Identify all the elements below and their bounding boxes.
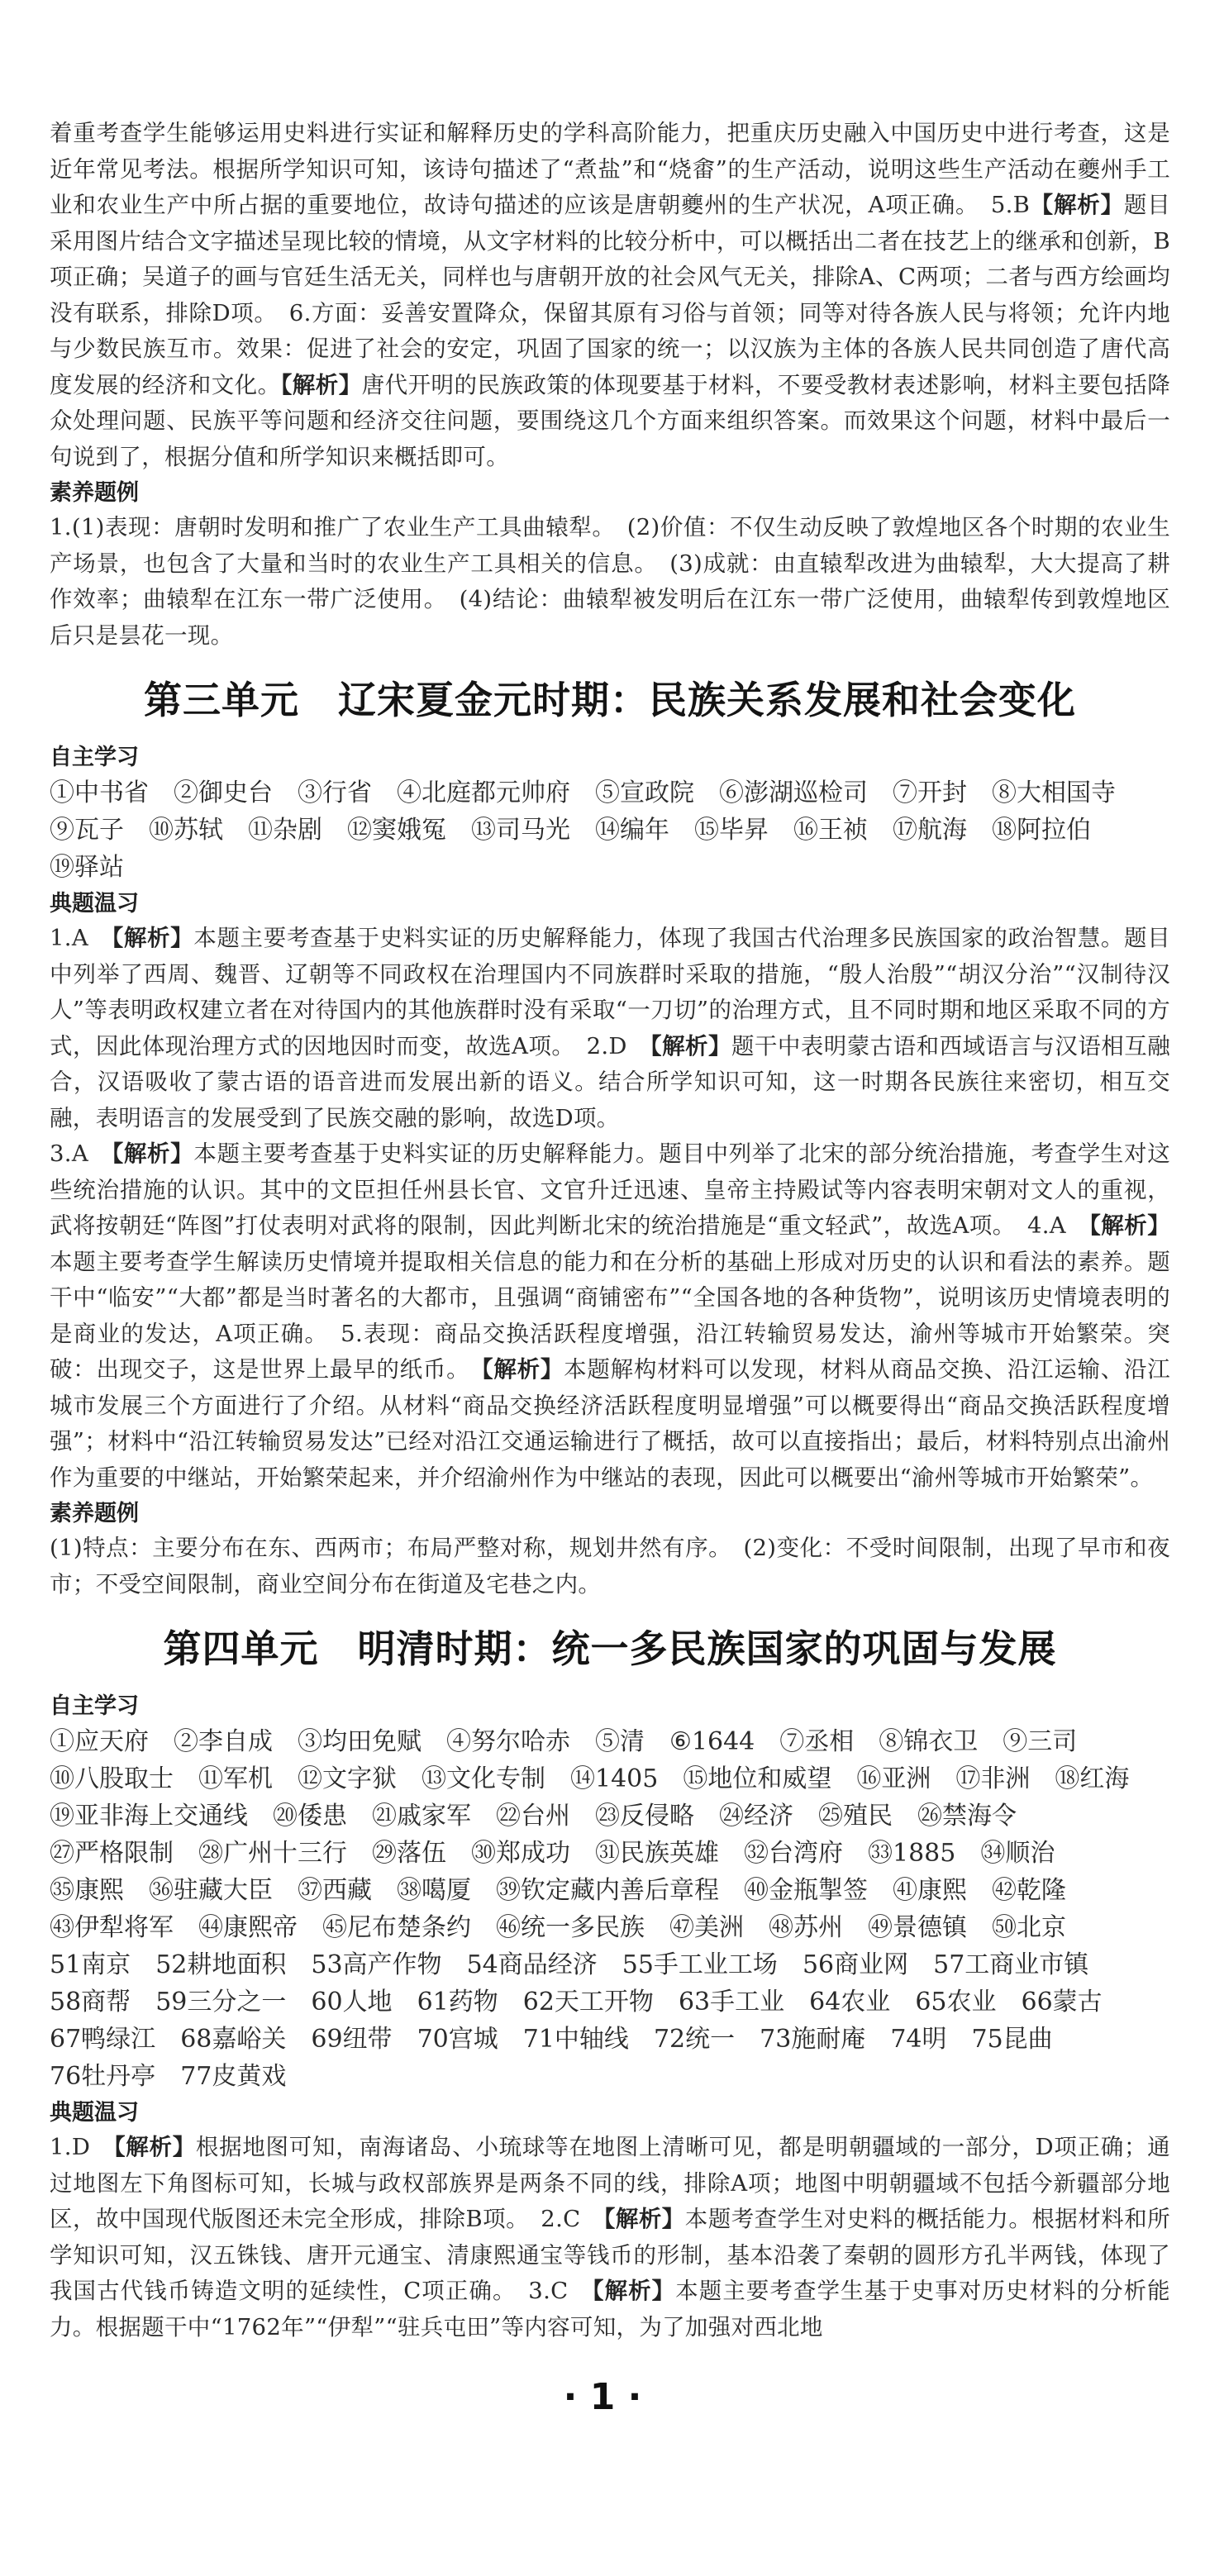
answer-item: ⑨瓦子 [50,816,124,845]
answer-item: ㉚郑成功 [471,1839,570,1868]
answer-item: ⑱红海 [1055,1764,1130,1793]
answer-item: ⑧大相国寺 [992,779,1116,807]
jiexi-label: 【解析】 [592,2278,676,2304]
unit3-suyang-answer: (1)特点：主要分布在东、西两市；布局严整对称，规划井然有序。 (2)变化：不受时间限制，出现了早市和夜市；不受空间限制，商业空间分布在街道及宅巷之内。 [50,1535,1170,1598]
answer-item: 71中轴线 [522,2025,629,2054]
answer-item: ⑥1644 [669,1727,755,1756]
unit4-dianti-p1: 1.D 【解析】根据地图可知，南海诸岛、小琉球等在地图上清晰可见，都是明朝疆域的一部分，D项正确；通过地图左下角图标可知，长城与政权部族界是两条不同的线，排除A项；地图中明朝疆域不包括今新疆部分地区，故中国现代版图还未完全形成，排除B项。 2.C 【解析】本题考查学生对史料的概括能力。根据材料和所学知识可知，汉五铢钱、唐开元通宝、清康熙通宝等钱币的形制，基本沿袭了秦朝的圆形方孔半两钱，体现了我国古代钱币铸造文明的延续性，C项正确。 3.C 【解析】本题主要考查学生基于史事对历史材料的分析能力。根据题干中“1762年”“伊犁”“驻兵屯田”等内容可知，为了加强对西北地 [50,2134,1170,2340]
answer-item: 67鸭绿江 [50,2025,156,2054]
answer-item: ㊲西藏 [298,1876,372,1905]
answer-item: 59三分之一 [155,1988,287,2017]
answer-item: 68嘉峪关 [180,2025,287,2054]
answer-item: ⑮毕昇 [694,816,769,845]
answer-item: ⑫文字狱 [298,1764,397,1793]
answer-item: ③均田免赋 [298,1727,422,1756]
answer-item: ⑰非洲 [955,1764,1031,1793]
answer-item: ⑦丞相 [779,1727,855,1756]
section-heading-dianti: 典题温习 [50,2100,139,2126]
answer-item: ②御史台 [174,779,273,807]
answer-item: ⑬司马光 [471,816,570,845]
answer-item: ⑦开封 [893,779,967,807]
jiexi-label: 【解析】 [1089,1212,1171,1239]
jiexi-label: 【解析】 [280,371,362,398]
jiexi-label: 【解析】 [603,2206,685,2232]
answer-item: ⑯王祯 [793,816,868,845]
answer-item: ⑤清 [595,1727,645,1756]
answer-item: ④北庭都元帅府 [397,779,570,807]
answer-item: 70宫城 [417,2025,498,2054]
unit3-items [50,774,1170,886]
answer-item: ⑫窦娥冤 [347,816,446,845]
answer-item: ㊷乾隆 [992,1876,1066,1905]
jiexi-label: 【解析】 [112,925,194,951]
jiexi-label: 【解析】 [481,1356,564,1383]
answer-item: ㉗严格限制 [50,1839,174,1868]
answer-item: ⑳倭患 [273,1802,347,1831]
answer-item: ⑭编年 [595,816,669,845]
answer-item: 76牡丹亭 [50,2062,156,2091]
intro-paragraph: 着重考查学生能够运用史料进行实证和解释历史的学科高阶能力，把重庆历史融入中国历史中进行考查，这是近年常见考法。根据所学知识可知，该诗句描述了“煮盐”和“烧畬”的生产活动，说明这些生产活动在夔州手工业和农业生产中所占据的重要地位，故诗句描述的应该是唐朝夔州的生产状况，A项正确。 5.B【解析】题目采用图片结合文字描述呈现比较的情境，从文字材料的比较分析中，可以概括出二者在技艺上的继承和创新，B项正确；吴道子的画与官廷生活无关，同样也与唐朝开放的社会风气无关，排除A、C两项；二者与西方绘画均没有联系，排除D项。 6.方面：妥善安置降众，保留其原有习俗与首领；同等对待各族人民与将领；允许内地与少数民族互市。效果：促进了社会的安定，巩固了国家的统一；以汉族为主体的各族人民共同创造了唐代高度发展的经济和文化。【解析】唐代开明的民族政策的体现要基于材料，不要受教材表述影响，材料主要包括降众处理问题、民族平等问题和经济交往问题，要围绕这几个方面来组织答案。而效果这个问题，材料中最后一句说到了，根据分值和所学知识来概括即可。 [50,120,1171,470]
answer-item: 64农业 [809,1988,891,2017]
answer-item: ㉘广州十三行 [198,1839,347,1868]
answer-item: ㊼美洲 [669,1913,744,1942]
answer-item: ⑤宣政院 [595,779,694,807]
jiexi-label: 【解析】 [113,2134,196,2160]
answer-item: ⑥澎湖巡检司 [719,779,868,807]
answer-item: ㉛民族英雄 [595,1839,719,1868]
answer-item: 77皮黄戏 [180,2062,287,2091]
answer-item: ⑱阿拉伯 [992,816,1091,845]
answer-item: ⑩八股取士 [50,1764,174,1793]
answer-item: ㊸伊犁将军 [50,1913,174,1942]
answer-item: ㊽苏州 [769,1913,843,1942]
unit3-title: 第三单元 辽宋夏金元时期：民族关系发展和社会变化 [144,678,1076,722]
answer-item: ⑪杂剧 [248,816,322,845]
unit3-dianti-p1: 1.A 【解析】本题主要考查基于史料实证的历史解释能力，体现了我国古代治理多民族国家的政治智慧。题目中列举了西周、魏晋、辽朝等不同政权在治理国内不同族群时采取的措施，“殷人治殷”“胡汉分治”“汉制待汉人”等表明政权建立者在对待国内的其他族群时没有采取“一刀切”的治理方式，且不同时期和地区采取不同的方式，因此体现治理方式的因地因时而变，故选A项。 2.D 【解析】题干中表明蒙古语和西域语言与汉语相互融合，汉语吸收了蒙古语的语音进而发展出新的语义。结合所学知识可知，这一时期各民族往来密切，相互交融，表明语言的发展受到了民族交融的影响，故选D项。 [50,925,1170,1131]
answer-item: ㊳噶厦 [397,1876,471,1905]
jiexi-label: 【解析】 [112,1140,194,1167]
answer-item: ⑮地位和威望 [683,1764,832,1793]
answer-item: ㊿北京 [992,1913,1066,1942]
answer-item: ㉑戚家军 [372,1802,471,1831]
answer-item: ①中书省 [50,779,149,807]
answer-item: ㊵金瓶掣签 [744,1876,868,1905]
answer-item: 75昆曲 [971,2025,1053,2054]
jiexi-label: 【解析】 [650,1032,731,1059]
answer-item: 69纽带 [311,2025,393,2054]
answer-item: ㊶康熙 [893,1876,967,1905]
answer-item: 57工商业市镇 [933,1950,1089,1979]
unit3-dianti-p2: 3.A 【解析】本题主要考查基于史料实证的历史解释能力。题目中列举了北宋的部分统治措施，考查学生对这些统治措施的认识。其中的文臣担任州县长官、文官升迁迅速、皇帝主持殿试等内容表明宋朝对文人的重视，武将按朝廷“阵图”打仗表明对武将的限制，因此判断北宋的统治措施是“重文轻武”，故选A项。 4.A 【解析】本题主要考查学生解读历史情境并提取相关信息的能力和在分析的基础上形成对历史的认识和看法的素养。题干中“临安”“大都”都是当时著名的大都市，且强调“商铺密布”“全国各地的各种货物”，说明该历史情境表明的是商业的发达，A项正确。 5.表现：商品交换活跃程度增强，沿江转输贸易发达，渝州等城市开始繁荣。突破：出现交子，这是世界上最早的纸币。 【解析】本题解构材料可以发现，材料从商品交换、沿江运输、沿江城市发展三个方面进行了介绍。从材料“商品交换经济活跃程度明显增强”可以概要得出“商品交换活跃程度增强”；材料中“沿江转输贸易发达”已经对沿江交通运输进行了概括，故可以直接指出；最后，材料特别点出渝州作为重要的中继站，开始繁荣起来，并介绍渝州作为中继站的表现，因此可以概要出“渝州等城市开始繁荣”。 [50,1140,1171,1491]
answer-item: ⑭1405 [570,1764,659,1793]
answer-item: ㉕殖民 [818,1802,893,1831]
answer-item: ㉙落伍 [372,1839,446,1868]
answer-item: 65农业 [915,1988,997,2017]
answer-item: ㊴钦定藏内善后章程 [496,1876,719,1905]
answer-item: 63手工业 [678,1988,785,2017]
answer-item: ⑬文化专制 [422,1764,545,1793]
answer-item: ㊱驻藏大臣 [149,1876,273,1905]
answer-item: ⑯亚洲 [856,1764,931,1793]
section-heading-suyang: 素养题例 [50,480,139,506]
answer-item: ㉒台州 [496,1802,570,1831]
suyang-answer: 1.(1)表现：唐朝时发明和推广了农业生产工具曲辕犁。 (2)价值：不仅生动反映了敦煌地区各个时期的农业生产场景，也包含了大量和当时的农业生产工具相关的信息。 (3)成就：由直辕犁改进为曲辕犁，大大提高了耕作效率；曲辕犁在江东一带广泛使用。 (4)结论：曲辕犁被发明后在江东一带广泛使用，曲辕犁传到敦煌地区后只是昙花一现。 [50,514,1170,649]
answer-item: 58商帮 [50,1988,131,2017]
answer-item: ㉔经济 [719,1802,793,1831]
answer-item: 54商品经济 [466,1950,598,1979]
section-heading-suyang: 素养题例 [50,1501,139,1526]
answer-item: ㉞顺治 [980,1839,1055,1868]
jiexi-label: 【解析】 [1030,192,1124,218]
answer-item: ⑲驿站 [50,853,124,882]
answer-item: 60人地 [311,1988,393,2017]
answer-item: ⑰航海 [893,816,967,845]
unit4-title: 第四单元 明清时期：统一多民族国家的巩固与发展 [163,1626,1057,1671]
answer-item: ㉝1885 [868,1839,956,1868]
answer-item: 74明 [890,2025,947,2054]
answer-item: 72统一 [653,2025,736,2054]
answer-item: ⑨三司 [1003,1727,1078,1756]
answer-item: 55手工业工场 [622,1950,778,1979]
answer-item: ⑪军机 [198,1764,273,1793]
unit4-items [50,1723,1170,2095]
answer-item: ㊹康熙帝 [198,1913,298,1942]
answer-item: 73施耐庵 [760,2025,866,2054]
section-heading-zizhu: 自主学习 [50,745,139,770]
answer-item: ㊺尼布楚条约 [322,1913,471,1942]
answer-item: 53高产作物 [311,1950,442,1979]
answer-item: ㉟康熙 [50,1876,124,1905]
answer-item: ①应天府 [50,1727,149,1756]
answer-item: ⑧锦衣卫 [879,1727,979,1756]
answer-item: ㉜台湾府 [744,1839,843,1868]
section-heading-zizhu: 自主学习 [50,1693,139,1719]
page-number: · 1 · [563,2376,642,2418]
section-heading-dianti: 典题温习 [50,891,139,917]
answer-item: ③行省 [298,779,372,807]
answer-item: 51南京 [50,1950,131,1979]
answer-item: ㉓反侵略 [595,1802,694,1831]
answer-item: ㊻统一多民族 [496,1913,645,1942]
answer-item: 66蒙古 [1021,1988,1103,2017]
answer-item: ㉖禁海令 [917,1802,1017,1831]
answer-item: ⑩苏轼 [149,816,223,845]
answer-item: ㊾景德镇 [868,1913,967,1942]
answer-item: 52耕地面积 [155,1950,287,1979]
answer-item: 56商业网 [802,1950,909,1979]
answer-item: ②李自成 [174,1727,273,1756]
answer-item: 61药物 [417,1988,498,2017]
answer-item: 62天工开物 [522,1988,654,2017]
answer-item: ⑲亚非海上交通线 [50,1802,248,1831]
answer-item: ④努尔哈赤 [446,1727,570,1756]
